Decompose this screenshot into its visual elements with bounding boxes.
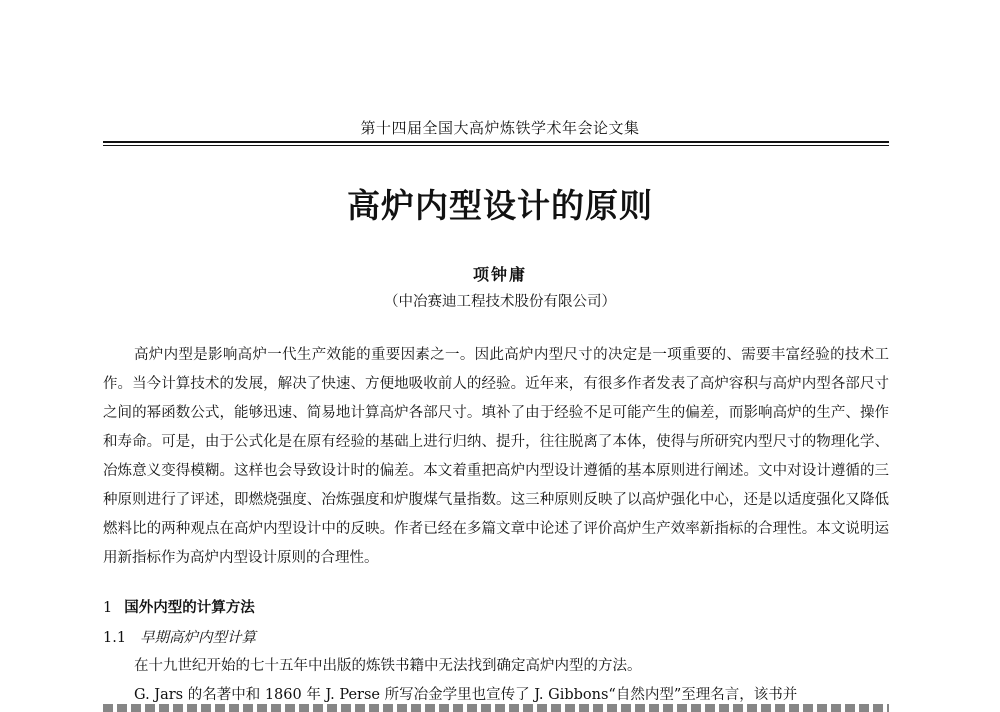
- section-number: 1: [103, 600, 113, 616]
- body-paragraph-2: G. Jars 的名著中和 1860 年 J. Perse 所写冶金学里也宣传了 J. Gibbons“自然内型”至理名言，该书并: [134, 687, 798, 703]
- body-paragraph-1: 在十九世纪开始的七十五年中出版的炼铁书籍中无法找到确定高炉内型的方法。: [134, 658, 642, 674]
- running-header: 第十四届全国大高炉炼铁学术年会论文集: [360, 119, 640, 137]
- section-heading-1: [103, 596, 255, 617]
- author-affiliation: （中冶赛迪工程技术股份有限公司）: [384, 294, 616, 310]
- subsection-heading-1-1: [103, 626, 256, 647]
- article-title: 高炉内型设计的原则: [347, 186, 653, 225]
- subsection-title: 早期高炉内型计算: [140, 630, 257, 646]
- author-name: 项钟庸: [472, 265, 527, 284]
- header-rule-thin: [103, 145, 889, 146]
- subsection-number: 1.1: [103, 630, 127, 646]
- abstract-paragraph: 高炉内型是影响高炉一代生产效能的重要因素之一。因此高炉内型尺寸的决定是一项重要的、需要丰富经验的技术工作。当今计算技术的发展，解决了快速、方便地吸收前人的经验。近年来，有很多作者发表了高炉容积与高炉内型各部尺寸之间的幂函数公式，能够迅速、简易地计算高炉各部尺寸。填补了由于经验不足可能产生的偏差，而影响高炉的生产、操作和寿命。可是，由于公式化是在原有经验的基础上进行归纳、提升，往往脱离了本体，使得与所研究内型尺寸的物理化学、冶炼意义变得模糊。这样也会导致设计时的偏差。本文着重把高炉内型设计遵循的基本原则进行阐述。文中对设计遵循的三种原则进行了评述，即燃烧强度、冶炼强度和炉腹煤气量指数。这三种原则反映了以高炉强化中心，还是以适度强化又降低燃料比的两种观点在高炉内型设计中的反映。作者已经在多篇文章中论述了评价高炉生产效率新指标的合理性。本文说明运用新指标作为高炉内型设计原则的合理性。: [103, 347, 889, 566]
- header-rule-thick: [103, 141, 889, 143]
- section-title: 国外内型的计算方法: [124, 600, 255, 616]
